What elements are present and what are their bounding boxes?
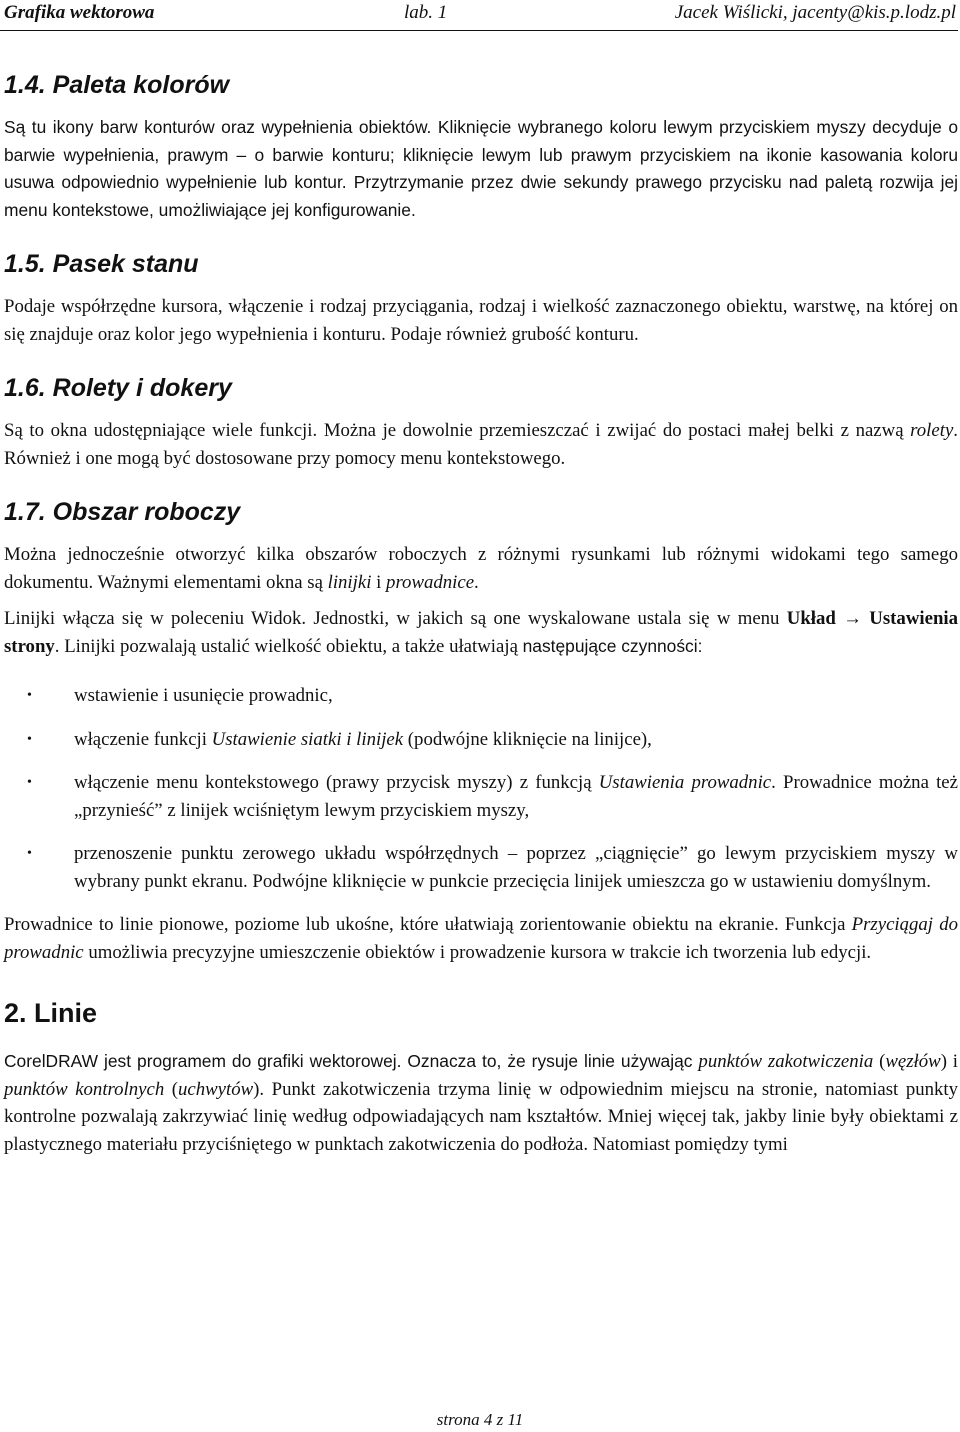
text-run: .	[474, 571, 479, 593]
text-run: . Również i one mogą być dostosowane przy pomocy menu kontekstowego.	[4, 420, 958, 469]
list-item	[4, 726, 958, 754]
text-run: i	[371, 571, 387, 593]
text-run: Są to okna udostępniające wiele funkcji. Można je dowolnie przemieszczać i zwijać do postaci małej belki z nazwą	[4, 420, 911, 441]
text-run: Można jednocześnie otworzyć kilka obszarów roboczych z różnymi rysunkami lub różnymi widokami tego samego dokumentu. Ważnymi elementami okna są	[4, 544, 958, 593]
term-nodes: węzłów	[885, 1051, 941, 1072]
bullet-icon: •	[27, 688, 32, 703]
page-header	[0, 2, 958, 31]
text-run: ). Punkt zakotwiczenia trzyma linię w odpowiednim miejscu na stronie, natomiast punkty kontrolne pozwalają zakrzywiać linię według odpowiadających nam kształtów. Mniej więcej tak, jakby linie były obiektami z plastycznego materiału przyciśniętego w punktach zakotwiczenia do podłoża. Natomiast pomiędzy tymi	[4, 1078, 958, 1155]
bullet-icon: •	[27, 846, 32, 861]
text-run: (	[164, 1078, 179, 1100]
text-run: (	[873, 1051, 886, 1072]
list-item-text: wstawienie i usunięcie prowadnic,	[74, 685, 333, 706]
bullet-list	[4, 682, 958, 895]
page-number: strona 4 z 11	[436, 1410, 524, 1429]
term-rolety: rolety	[910, 420, 954, 441]
menu-path: Układ → Ustawienia strony	[4, 608, 958, 657]
paragraph-dockers	[4, 417, 958, 472]
text-run: (podwójne kliknięcie na linijce),	[403, 728, 652, 750]
text-run: . Prowadnice można też „przynieść” z linijek wciśniętym lewym przyciskiem myszy,	[74, 772, 958, 821]
section-heading-1-6: 1.6. Rolety i dokery	[4, 374, 232, 402]
term-guide-settings: Ustawienia prowadnic	[598, 772, 772, 793]
text-run: włączenie menu kontekstowego (prawy przycisk myszy) z funkcją	[74, 772, 599, 793]
section-heading-1-7: 1.7. Obszar roboczy	[4, 498, 241, 526]
term-anchor-points: punktów zakotwiczenia	[698, 1051, 874, 1072]
section-heading-1-4: 1.4. Paleta kolorów	[4, 71, 230, 99]
bullet-icon: •	[27, 731, 32, 747]
text-run-sans: następujące czynności:	[522, 635, 703, 656]
list-item	[4, 840, 958, 895]
paragraph-palette: Są tu ikony barw konturów oraz wypełnienia obiektów. Kliknięcie wybranego koloru lewym przyciskiem myszy decyduje o barwie wypełnienia, prawym – o barwie konturu; kliknięcie lewym lub prawym przyciskiem na ikonie kasowania koloru usuwa odpowiednio wypełnienie lub kontur. Przytrzymanie przez dwie sekundy prawego przycisku nad paletą rozwija jej menu kontekstowe, umożliwiające jej konfigurowanie.	[4, 117, 958, 220]
text-run: Prowadnice to linie pionowe, poziome lub ukośne, które ułatwiają zorientowanie obiektu na ekranie. Funkcja	[4, 914, 852, 935]
text-run: włączenie funkcji	[74, 728, 212, 750]
list-item-text: przenoszenie punktu zerowego układu współrzędnych – poprzez „ciągnięcie” go lewym przyciskiem myszy w wybrany punkt ekranu. Podwójne kliknięcie w punkcie przecięcia linijek umieszcza go w ustawieniu domyślnym.	[74, 843, 958, 892]
bullet-icon: •	[27, 775, 32, 790]
header-lab: lab. 1	[404, 2, 448, 23]
paragraph-guides	[4, 911, 958, 966]
text-run: ) i	[940, 1051, 958, 1072]
paragraph-workspace	[4, 541, 958, 596]
term-grid-setting: Ustawienie siatki i linijek	[211, 728, 404, 750]
paragraph-lines	[4, 1048, 958, 1158]
text-run: umożliwia precyzyjne umieszczenie obiektów i prowadzenie kursora w trakcie ich tworzenia lub edycji.	[83, 941, 872, 963]
list-item	[4, 769, 958, 824]
paragraph-status-bar: Podaje współrzędne kursora, włączenie i rodzaj przyciągania, rodzaj i wielkość zaznaczonego obiektu, warstwę, na której on się znajduje oraz kolor jego wypełnienia i konturu. Podaje również grubość konturu.	[4, 296, 958, 345]
term-handles: uchwytów	[178, 1078, 254, 1100]
section-heading-1-5: 1.5. Pasek stanu	[4, 250, 199, 278]
header-author: Jacek Wiślicki, jacenty@kis.p.lodz.pl	[674, 2, 956, 23]
chapter-heading-2: 2. Linie	[4, 998, 98, 1028]
term-linijki: linijki	[327, 571, 372, 593]
text-run-sans: CorelDRAW jest programem do grafiki wektorowej. Oznacza to, że rysuje linie używając	[4, 1051, 699, 1071]
term-prowadnice: prowadnice	[386, 571, 475, 593]
term-snap-to-guides: Przyciągaj do prowadnic	[4, 914, 958, 963]
text-run: . Linijki pozwalają ustalić wielkość obiektu, a także ułatwiają	[54, 635, 523, 657]
header-title: Grafika wektorowa	[4, 2, 155, 23]
page-content	[4, 70, 958, 1158]
paragraph-rulers	[4, 605, 958, 660]
list-item	[4, 682, 958, 710]
term-control-points: punktów kontrolnych	[4, 1078, 165, 1100]
text-run: Linijki włącza się w poleceniu Widok. Jednostki, w jakich są one wyskalowane ustala się w menu	[4, 608, 787, 629]
